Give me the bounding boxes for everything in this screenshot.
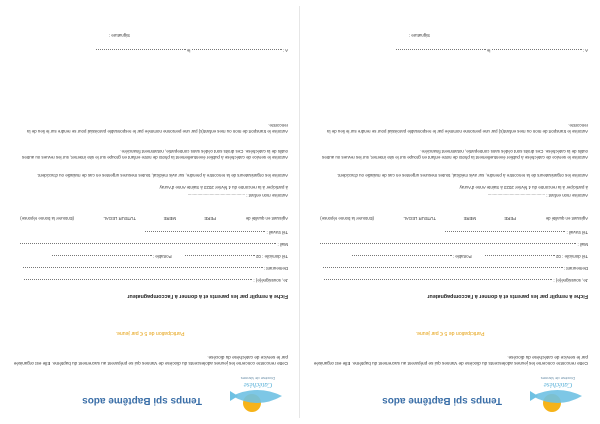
- work-phone-field[interactable]: Tél travail :: [312, 230, 588, 236]
- signature-field[interactable]: Signature :: [408, 33, 430, 38]
- intro-text: Cette rencontre concerne les jeunes adolescents du diocèse de Vannes qui se préparent au sacrement du baptême. Elle est organisée par le service de catéchèse du diocèse.: [13, 354, 288, 366]
- quality-label: Agissant en qualité de: [545, 216, 588, 221]
- quality-label: Agissant en qualité de: [245, 216, 288, 221]
- quality-choices: [12, 201, 288, 221]
- option-pere[interactable]: PERE: [204, 216, 216, 221]
- address-field[interactable]: Demeurant :: [312, 266, 588, 272]
- mobile-field[interactable]: Portable :: [52, 254, 172, 259]
- option-pere[interactable]: PERE: [504, 216, 516, 221]
- home-phone-field[interactable]: Tél domicile : 02: [484, 254, 588, 259]
- authorisation-transport: Autorise le transport de mon ou mes enfant(s) par une personne nommée par le responsable paroissial pour se rendre sur le lieu de la rencontre.: [27, 123, 288, 134]
- option-mere[interactable]: MERE: [463, 216, 476, 221]
- name-field[interactable]: Je, soussigné(e) :: [312, 278, 588, 284]
- price-note: Participation de 5 € par jeune.: [415, 330, 485, 336]
- flyer-title: Temps spi Baptême ados: [82, 395, 202, 406]
- phone-row: [312, 254, 588, 260]
- form-title: Fiche à remplir par les parents et à donner à l'accompagnateur: [127, 293, 288, 299]
- catechese-logo-icon: [228, 376, 288, 418]
- mail-field[interactable]: Mail :: [12, 242, 288, 248]
- logo-subtitle: Diocèse de Vannes: [240, 376, 276, 381]
- price-note: Participation de 5 € par jeune.: [115, 330, 185, 336]
- option-tuteur[interactable]: TUTEUR LEGAL: [103, 216, 136, 221]
- authorisation-medical: Autorise les organisateurs de la rencontre à prendre, sur avis médical, toutes mesures urgentes en cas de maladie ou d'accident.: [37, 173, 288, 178]
- authorisation-photo: Autorise le service de catéchèse à publier éventuellement la photo de notre enfant en groupe sur le site internet, sur les revues ou autres outils de la catéchèse. Ces droits sont cédés sans contrepartie, notamment financière.: [321, 149, 588, 160]
- flyer-title: Temps spi Baptême ados: [382, 395, 502, 406]
- catechese-logo-icon: [528, 376, 588, 418]
- authorisation-medical: Autorise les organisateurs de la rencontre à prendre, sur avis médical, toutes mesures urgentes en cas de maladie ou d'accident.: [337, 173, 588, 178]
- home-phone-field[interactable]: Tél domicile : 02: [184, 254, 288, 259]
- option-tuteur[interactable]: TUTEUR LEGAL: [403, 216, 436, 221]
- authorisation-child: Autorise mon enfant : ...............................................: [187, 193, 288, 198]
- header: [12, 376, 288, 418]
- work-phone-field[interactable]: Tél travail :: [12, 230, 288, 236]
- intro-text: Cette rencontre concerne les jeunes adolescents du diocèse de Vannes qui se préparent au sacrement du baptême. Elle est organisée par le service de catéchèse du diocèse.: [313, 354, 588, 366]
- authorisation-child: Autorise mon enfant : ...............................................: [487, 193, 588, 198]
- header: [312, 376, 588, 418]
- mail-field[interactable]: Mail :: [312, 242, 588, 248]
- logo-word: Catéchèse: [543, 381, 573, 389]
- authorisation-transport: Autorise le transport de mon ou mes enfant(s) par une personne nommée par le responsable paroissial pour se rendre sur le lieu de la rencontre.: [327, 123, 588, 134]
- place-date-field[interactable]: A : le: [312, 48, 588, 54]
- signature-field[interactable]: Signature :: [108, 33, 130, 38]
- phone-row: [12, 254, 288, 260]
- address-field[interactable]: Demeurant :: [12, 266, 288, 272]
- logo-word: Catéchèse: [243, 381, 273, 389]
- option-mere[interactable]: MERE: [163, 216, 176, 221]
- options-note: (Entourer la bonne réponse): [320, 216, 374, 221]
- authorisation-photo: Autorise le service de catéchèse à publier éventuellement la photo de notre enfant en groupe sur le site internet, sur les revues ou autres outils de la catéchèse. Ces droits sont cédés sans contrepartie, notamment financière.: [21, 149, 288, 160]
- name-field[interactable]: Je, soussigné(e) :: [12, 278, 288, 284]
- form-title: Fiche à remplir par les parents et à donner à l'accompagnateur: [427, 293, 588, 299]
- logo-subtitle: Diocèse de Vannes: [540, 376, 576, 381]
- options-note: (Entourer la bonne réponse): [20, 216, 74, 221]
- authorisation-event: à participer à la rencontre du 4 février 2023 à Sainte Anne d'Auray: [159, 185, 288, 190]
- authorisation-event: à participer à la rencontre du 4 février 2023 à Sainte Anne d'Auray: [459, 185, 588, 190]
- flyer-copy-right: [300, 0, 600, 424]
- quality-choices: [312, 201, 588, 221]
- place-date-field[interactable]: A : le: [12, 48, 288, 54]
- mobile-field[interactable]: Portable :: [352, 254, 472, 259]
